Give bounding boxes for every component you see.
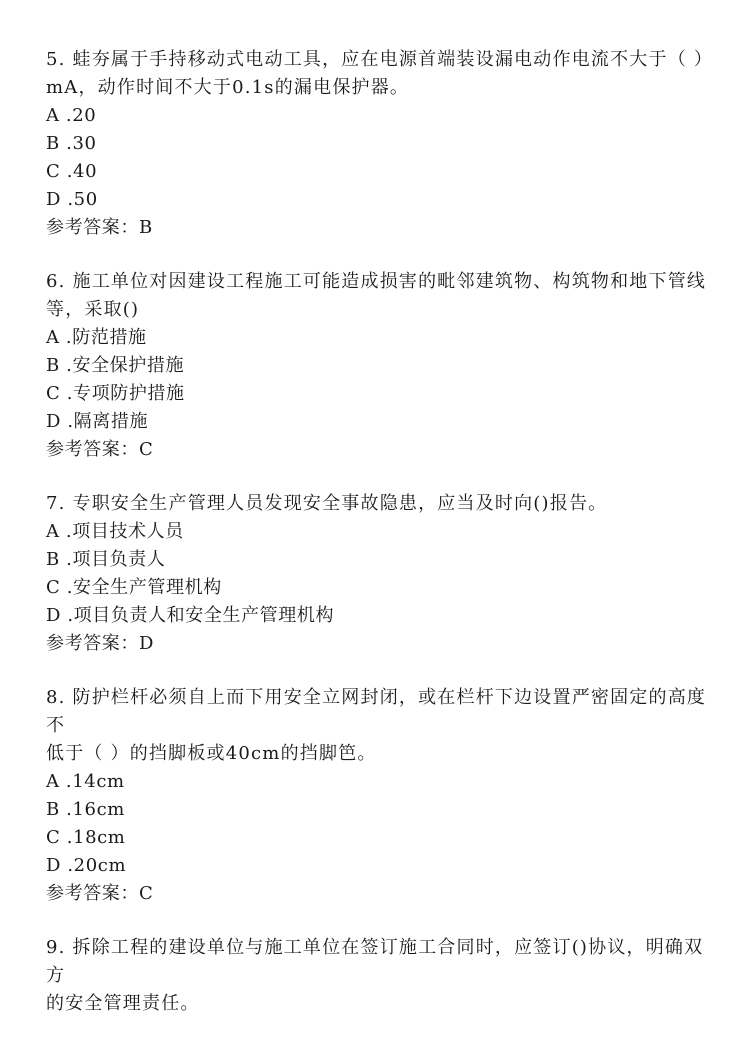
- option-c: C .安全生产管理机构: [46, 577, 222, 598]
- question-8: [46, 684, 710, 908]
- question-stem: 7. 专职安全生产管理人员发现安全事故隐患，应当及时向()报告。: [46, 493, 608, 514]
- question-document: [46, 46, 714, 1044]
- question-stem: 等，采取(): [46, 299, 140, 320]
- question-stem: 6. 施工单位对因建设工程施工可能造成损害的毗邻建筑物、构筑物和地下管线: [46, 271, 707, 292]
- option-a: A .防范措施: [46, 327, 147, 348]
- question-stem: 5. 蛙夯属于手持移动式电动工具，应在电源首端装设漏电动作电流不大于（ ）: [46, 49, 714, 70]
- question-9: [46, 934, 710, 1018]
- option-d: D .隔离措施: [46, 411, 149, 432]
- reference-answer: 参考答案：C: [46, 883, 154, 904]
- question-6: [46, 268, 710, 464]
- option-c: C .专项防护措施: [46, 383, 185, 404]
- option-b: B .项目负责人: [46, 549, 166, 570]
- question-stem: mA，动作时间不大于0.1s的漏电保护器。: [46, 77, 410, 98]
- option-b: B .16cm: [46, 799, 125, 820]
- question-stem: 低于（ ）的挡脚板或40cm的挡脚笆。: [46, 743, 377, 764]
- option-c: C .18cm: [46, 827, 126, 848]
- option-a: A .14cm: [46, 771, 125, 792]
- question-7: [46, 490, 710, 658]
- option-b: B .30: [46, 133, 97, 154]
- question-stem: 8. 防护栏杆必须自上而下用安全立网封闭，或在栏杆下边设置严密固定的高度不: [46, 687, 707, 736]
- question-stem: 9. 拆除工程的建设单位与施工单位在签订施工合同时，应签订()协议，明确双方: [46, 937, 704, 986]
- reference-answer: 参考答案：C: [46, 439, 154, 460]
- option-a: A .项目技术人员: [46, 521, 184, 542]
- option-c: C .40: [46, 161, 98, 182]
- option-a: A .20: [46, 105, 97, 126]
- option-d: D .50: [46, 189, 98, 210]
- option-b: B .安全保护措施: [46, 355, 185, 376]
- option-d: D .项目负责人和安全生产管理机构: [46, 605, 335, 626]
- reference-answer: 参考答案：D: [46, 633, 155, 654]
- question-5: [46, 46, 714, 242]
- question-stem: 的安全管理责任。: [46, 993, 200, 1014]
- option-d: D .20cm: [46, 855, 127, 876]
- reference-answer: 参考答案：B: [46, 217, 153, 238]
